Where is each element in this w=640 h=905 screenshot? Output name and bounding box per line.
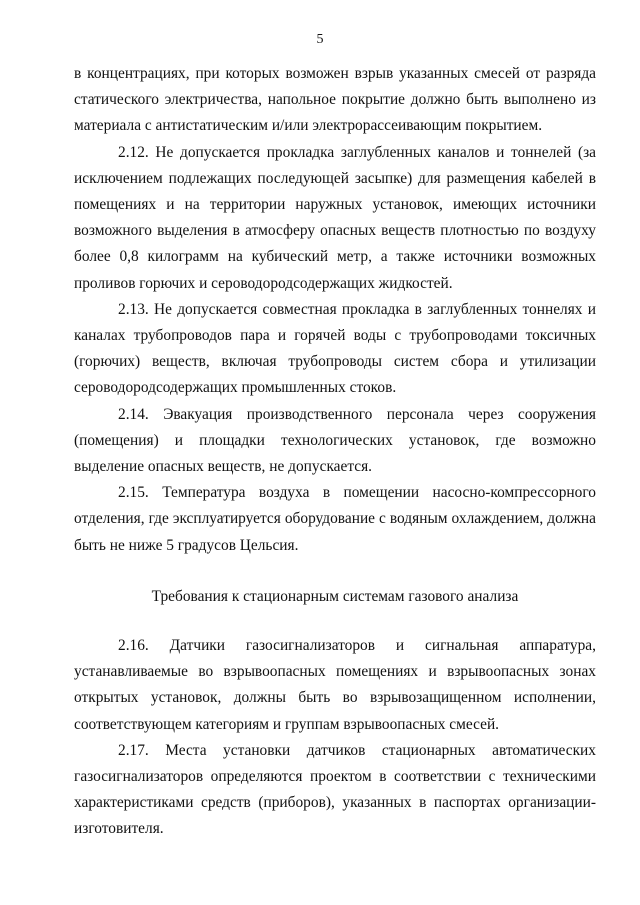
paragraph-2-15: 2.15. Температура воздуха в помещении насосно-компрессорного отделения, где эксплуатируется оборудование с водяным охлаждением, должна быть не ниже 5 градусов Цельсия. [74,484,596,554]
document-body [74,61,596,843]
paragraph-2-13: 2.13. Не допускается совместная прокладка в заглубленных тоннелях и каналах трубопроводов пара и горячей воды с трубопроводами токсичных (горючих) веществ, включая трубопроводы систем сбора и утилизации сероводородсодержащих промышленных стоков. [74,300,596,397]
paragraph-2-17: 2.17. Места установки датчиков стационарных автоматических газосигнализаторов определяются проектом в соответствии с техническими характеристиками средств (приборов), указанных в паспортах организации-изготовителя. [74,741,596,838]
paragraph-2-16: 2.16. Датчики газосигнализаторов и сигнальная аппаратура, устанавливаемые во взрывоопасных помещениях и взрывоопасных зонах открытых установок, должны быть во взрывозащищенном исполнении, соответствующем категориям и группам взрывоопасных смесей. [74,637,596,733]
page-number: 5 [316,32,324,47]
paragraph-2-14: 2.14. Эвакуация производственного персонала через сооружения (помещения) и площадки технологических установок, где возможно выделение опасных веществ, не допускается. [74,405,596,476]
paragraph-continuation: в концентрациях, при которых возможен взрыв указанных смесей от разряда статического электричества, напольное покрытие должно быть выполнено из материала с антистатическим и/или электрорассеивающим покрытием. [74,65,596,135]
section-heading: Требования к стационарным системам газового анализа [151,587,519,605]
paragraph-2-12: 2.12. Не допускается прокладка заглубленных каналов и тоннелей (за исключением подлежащих последующей засыпке) для размещения кабелей в помещениях и на территории наружных установок, имеющих источники возможного выделения в атмосферу опасных веществ плотностью по воздуху более 0,8 килограмм на кубический метр, а также источники возможных проливов горючих и сероводородсодержащих жидкостей. [74,143,596,292]
